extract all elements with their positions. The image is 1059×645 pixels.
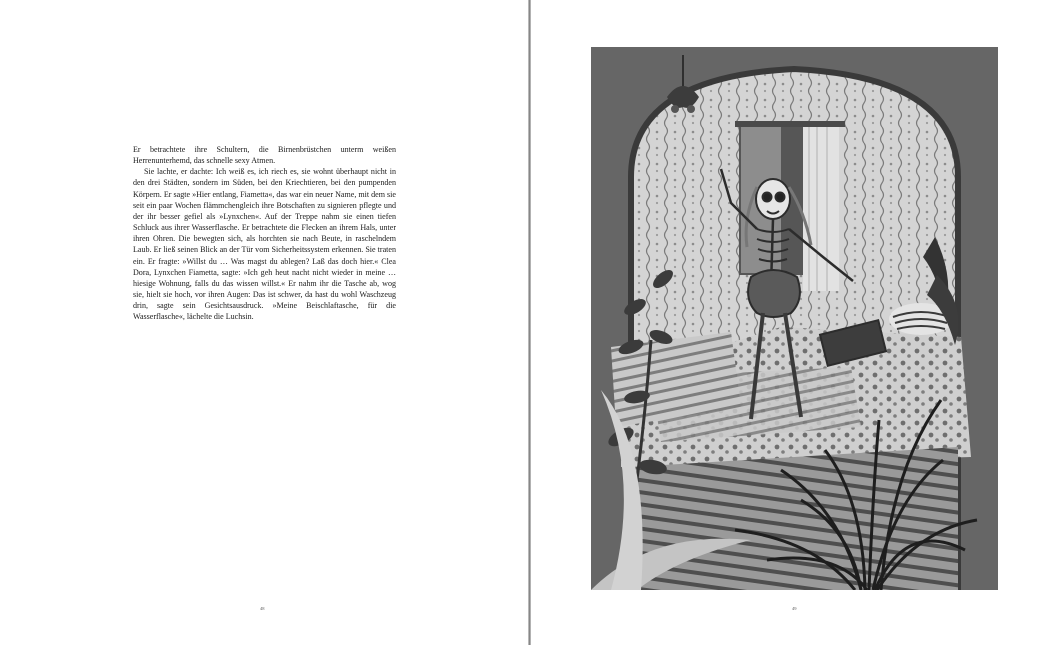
paragraph-2: Sie lachte, er dachte: Ich weiß es, ich riech es, sie wohnt überhaupt nicht in den drei Städten, sondern im Süden, bei den Kriechtieren, bei den pumpenden Körpern. Er sagte »Hier entlang, Fiametta«, das war ein neuer Name, mit dem sie seit ein paar Wochen flämmchengleich ihre Botschaften zu signieren pflegte und der ihr besser gefiel als »Lynxchen«. Auf der Treppe nahm sie einen tiefen Schluck aus ihrer Wasserflasche. Er betrachtete die Flecken an ihrem Hals, unter ihren Ohren. Die bewegten sich, als horchten sie nach Beute, in raschelndem Laub. Er ließ seinen Blick an der Tür vom Sicherheitssystem erkennen. Sie traten ein. Er fragte: »Willst du … Was magst du ablegen? Laß das doch hier.« Clea Dora, Lynxchen Fiametta, sagte: »Ich geh heut nacht nicht wieder in meine … hiesige Wohnung, falls du das wissen willst.« Er nahm ihr die Tasche ab, wog sie, hielt sie hoch, vor ihren Augen: Das ist schwer, da hast du wohl Waschzeug drin, sagte sein Gesichtsausdruck. »Meine Beischlaftasche, für die Wasserflasche«, lächelte die Luchsin. xyxy=(133,167,396,322)
right-page xyxy=(531,0,1059,645)
page-number-left: 48 xyxy=(260,606,265,611)
body-text xyxy=(133,144,396,323)
paragraph-1: Er betrachtete ihre Schultern, die Birnenbrüstchen unterm weißen Herrenunterhemd, das schnelle sexy Atmen. xyxy=(133,145,396,166)
left-page xyxy=(0,0,528,645)
ink-wash-illustration xyxy=(591,47,998,590)
page-number-right: 49 xyxy=(792,606,797,611)
floor xyxy=(631,447,958,590)
